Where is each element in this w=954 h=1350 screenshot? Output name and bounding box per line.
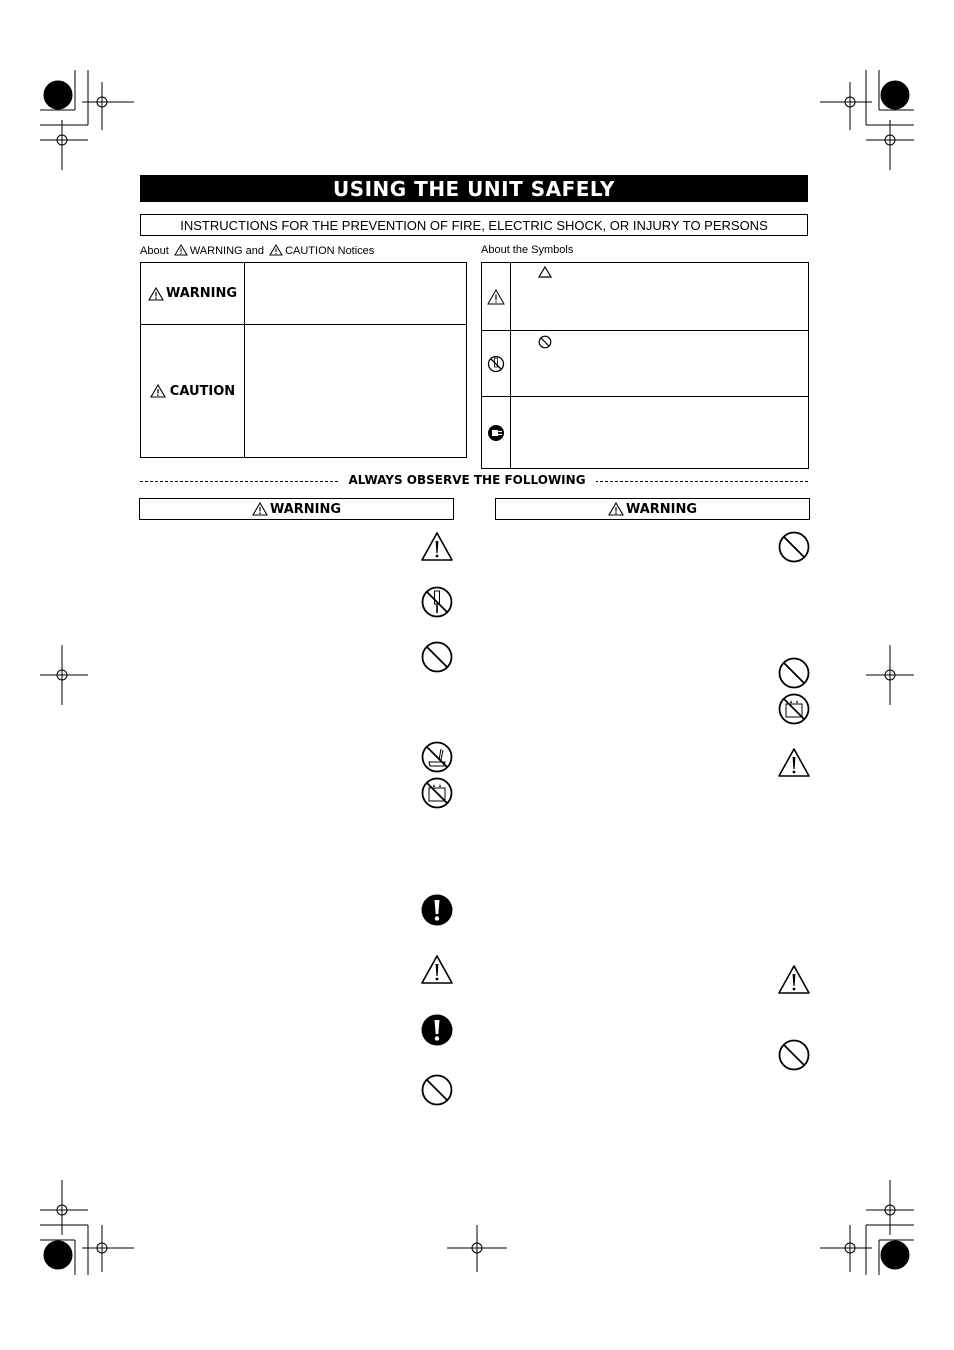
caution-triangle-icon — [420, 953, 454, 987]
page-subtitle: INSTRUCTIONS FOR THE PREVENTION OF FIRE, ELECTRIC SHOCK, OR INJURY TO PERSONS — [140, 214, 808, 236]
notices-heading — [140, 244, 374, 257]
notice-key-caution-label: CAUTION — [169, 383, 236, 399]
prohibited-icon — [777, 1038, 811, 1072]
no-liquid-container-icon — [777, 692, 811, 726]
notices-heading-prefix: About — [140, 245, 169, 257]
prohibited-icon — [420, 640, 454, 674]
notices-table — [140, 262, 467, 458]
caution-triangle-icon — [420, 530, 454, 564]
warning-triangle-icon — [148, 287, 164, 301]
left-warning-header — [139, 498, 454, 520]
notices-heading-warning: WARNING — [189, 245, 243, 257]
no-liquid-container-icon — [420, 776, 454, 810]
mandatory-icon — [420, 893, 454, 927]
warning-triangle-icon — [174, 244, 188, 256]
caution-triangle-icon — [487, 289, 505, 305]
warning-triangle-icon — [252, 502, 268, 516]
symbol-row-prohibited — [482, 330, 808, 397]
prohibited-icon — [777, 530, 811, 564]
right-warning-label: WARNING — [625, 501, 698, 517]
notices-heading-and: and — [245, 245, 264, 257]
prohibited-icon — [538, 335, 552, 349]
triangle-icon — [538, 266, 552, 278]
warning-triangle-icon — [269, 244, 283, 256]
prohibited-icon — [777, 656, 811, 690]
notice-row-caution — [141, 324, 466, 457]
warning-triangle-icon — [150, 384, 166, 398]
notice-key-warning-label: WARNING — [165, 286, 238, 301]
disassembly-prohibited-icon — [487, 355, 505, 373]
left-warning-label: WARNING — [269, 501, 342, 517]
warning-triangle-icon — [608, 502, 624, 516]
symbols-heading: About the Symbols — [481, 244, 574, 256]
notices-heading-suffix: Notices — [337, 245, 375, 257]
symbol-row-caution — [482, 263, 808, 330]
symbols-table — [481, 262, 809, 469]
disassembly-prohibited-icon — [420, 585, 454, 619]
prohibited-icon — [420, 1073, 454, 1107]
unplug-icon — [487, 424, 505, 442]
mandatory-icon — [420, 1013, 454, 1047]
caution-triangle-icon — [777, 746, 811, 780]
notice-key-caution — [141, 325, 245, 457]
notices-heading-caution: CAUTION — [285, 245, 335, 257]
no-water-icon — [420, 740, 454, 774]
symbol-row-mandatory — [482, 396, 808, 468]
always-observe-heading: ALWAYS OBSERVE THE FOLLOWING — [338, 473, 596, 487]
right-warning-header — [495, 498, 810, 520]
caution-triangle-icon — [777, 963, 811, 997]
notice-row-warning — [141, 263, 466, 324]
page-title: USING THE UNIT SAFELY — [140, 175, 808, 202]
notice-key-warning — [141, 263, 245, 324]
